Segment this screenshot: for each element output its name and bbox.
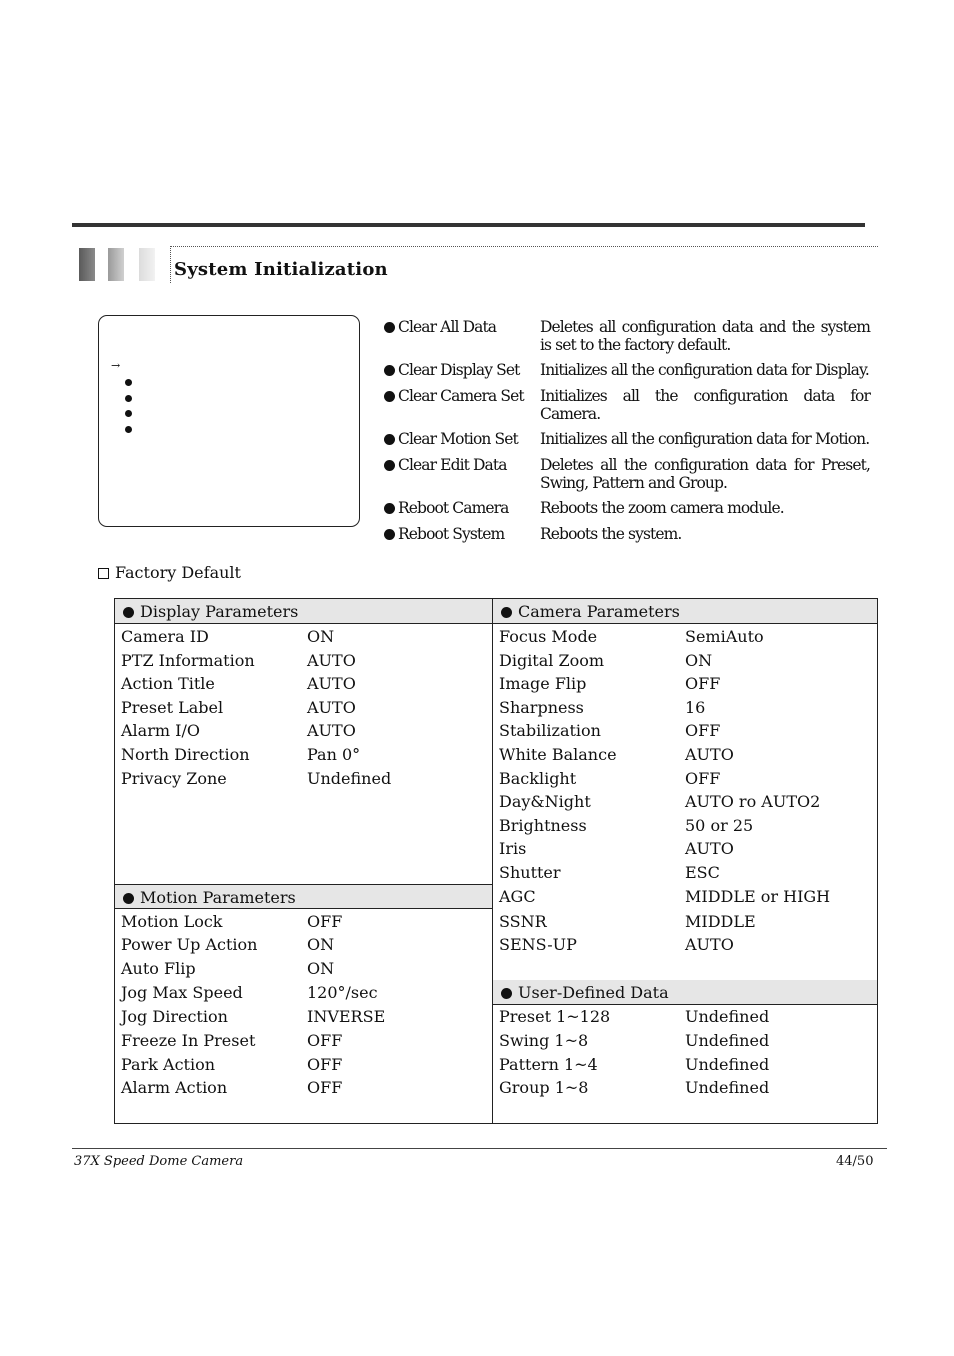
param-name: Digital Zoom (499, 651, 605, 670)
camera-parameters-header (493, 599, 877, 624)
bullet-icon (501, 607, 512, 618)
bullet-icon (125, 379, 132, 386)
param-value: Undefined (685, 1007, 770, 1026)
option-description: Initializes all the configuration data for Display. (540, 361, 869, 379)
bullet-icon (125, 426, 132, 433)
option-description: Initializes all the configuration data for Motion. (540, 430, 870, 448)
bullet-icon (384, 529, 395, 540)
param-value: ON (307, 959, 335, 978)
param-name: Jog Direction (121, 1007, 228, 1026)
param-name: PTZ Information (121, 651, 255, 670)
top-rule (72, 223, 865, 227)
param-name: Sharpness (499, 698, 584, 717)
param-name: Preset Label (121, 698, 224, 717)
param-name: Power Up Action (121, 935, 258, 954)
param-value: ON (307, 627, 335, 646)
param-name: Swing 1~8 (499, 1031, 589, 1050)
param-value: AUTO (685, 745, 734, 764)
user-defined-data-header (493, 980, 877, 1005)
param-value: Undefined (685, 1031, 770, 1050)
section-title: System Initialization (174, 259, 388, 280)
option-name: Reboot System (398, 525, 505, 543)
deco-bar (79, 248, 95, 281)
motion-parameters-header (115, 884, 492, 909)
param-name: Group 1~8 (499, 1078, 589, 1097)
param-name: Iris (499, 839, 527, 858)
param-value: SemiAuto (685, 627, 764, 646)
param-value: OFF (685, 721, 721, 740)
param-value: AUTO ro AUTO2 (685, 792, 821, 811)
osd-menu-preview (98, 315, 360, 527)
param-value: MIDDLE or HIGH (685, 887, 831, 906)
param-value: OFF (307, 1078, 343, 1097)
param-name: Jog Max Speed (121, 983, 243, 1002)
param-value: ON (307, 935, 335, 954)
option-description: Reboots the system. (540, 525, 682, 543)
motion-parameters-title: Motion Parameters (140, 888, 296, 907)
deco-bar (108, 248, 124, 281)
param-value: OFF (307, 912, 343, 931)
param-name: Pattern 1~4 (499, 1055, 598, 1074)
param-value: ON (685, 651, 713, 670)
param-name: Focus Mode (499, 627, 598, 646)
param-value: AUTO (307, 674, 356, 693)
bullet-icon (384, 503, 395, 514)
param-value: OFF (685, 769, 721, 788)
option-name: Clear Display Set (398, 361, 520, 379)
param-value: AUTO (307, 651, 356, 670)
param-name: Day&Night (499, 792, 591, 811)
option-description: Reboots the zoom camera module. (540, 499, 784, 517)
param-name: Shutter (499, 863, 561, 882)
param-name: Action Title (121, 674, 215, 693)
param-name: Alarm Action (121, 1078, 228, 1097)
factory-default-heading (98, 563, 241, 582)
param-name: SENS-UP (499, 935, 577, 954)
bullet-icon (125, 410, 132, 417)
param-value: OFF (685, 674, 721, 693)
bullet-icon (123, 893, 134, 904)
param-value: AUTO (685, 935, 734, 954)
bullet-icon (384, 365, 395, 376)
footer-page-number: 44/50 (836, 1154, 874, 1169)
title-frame-line (170, 246, 171, 283)
param-name: Motion Lock (121, 912, 223, 931)
param-name: Preset 1~128 (499, 1007, 611, 1026)
param-name: Privacy Zone (121, 769, 227, 788)
option-description: Deletes all configuration data and the system is set to the factory default. (540, 318, 870, 354)
param-name: North Direction (121, 745, 250, 764)
param-value: AUTO (307, 721, 356, 740)
option-name: Clear Camera Set (398, 387, 524, 405)
param-value: AUTO (685, 839, 734, 858)
param-value: AUTO (307, 698, 356, 717)
param-name: White Balance (499, 745, 617, 764)
option-name: Clear Edit Data (398, 456, 507, 474)
param-name: Alarm I/O (121, 721, 200, 740)
param-name: AGC (499, 887, 536, 906)
bullet-icon (384, 460, 395, 471)
bullet-icon (384, 322, 395, 333)
param-value: OFF (307, 1055, 343, 1074)
param-value: ESC (685, 863, 720, 882)
param-value: INVERSE (307, 1007, 386, 1026)
option-name: Clear Motion Set (398, 430, 518, 448)
display-parameters-header (115, 599, 492, 624)
title-frame-line (170, 246, 878, 247)
param-name: Image Flip (499, 674, 587, 693)
option-description: Deletes all the configuration data for Preset, Swing, Pattern and Group. (540, 456, 870, 492)
factory-default-table (114, 598, 878, 1124)
deco-bar (139, 248, 155, 281)
factory-default-label: Factory Default (115, 563, 241, 582)
footer-product-name: 37X Speed Dome Camera (74, 1154, 244, 1169)
param-value: Undefined (685, 1078, 770, 1097)
checkbox-icon (98, 568, 109, 579)
bullet-icon (384, 434, 395, 445)
bullet-icon (501, 988, 512, 999)
param-name: Brightness (499, 816, 587, 835)
param-value: Pan 0° (307, 745, 361, 764)
param-name: Backlight (499, 769, 577, 788)
bullet-icon (125, 395, 132, 402)
param-name: Freeze In Preset (121, 1031, 256, 1050)
option-name: Reboot Camera (398, 499, 509, 517)
camera-parameters-title: Camera Parameters (518, 602, 680, 621)
footer-rule (72, 1148, 887, 1149)
param-value: Undefined (685, 1055, 770, 1074)
param-value: 16 (685, 698, 706, 717)
param-name: SSNR (499, 912, 547, 931)
arrow-right-icon: → (111, 359, 121, 372)
option-description: Initializes all the configuration data for Camera. (540, 387, 870, 423)
param-value: 50 or 25 (685, 816, 754, 835)
option-name: Clear All Data (398, 318, 497, 336)
param-value: 120°/sec (307, 983, 378, 1002)
param-name: Park Action (121, 1055, 216, 1074)
display-parameters-title: Display Parameters (140, 602, 299, 621)
param-value: Undefined (307, 769, 392, 788)
user-defined-data-title: User-Defined Data (518, 983, 669, 1002)
param-name: Camera ID (121, 627, 209, 646)
bullet-icon (123, 607, 134, 618)
column-divider (492, 599, 493, 1123)
param-name: Stabilization (499, 721, 601, 740)
param-value: OFF (307, 1031, 343, 1050)
param-value: MIDDLE (685, 912, 756, 931)
param-name: Auto Flip (121, 959, 196, 978)
bullet-icon (384, 391, 395, 402)
